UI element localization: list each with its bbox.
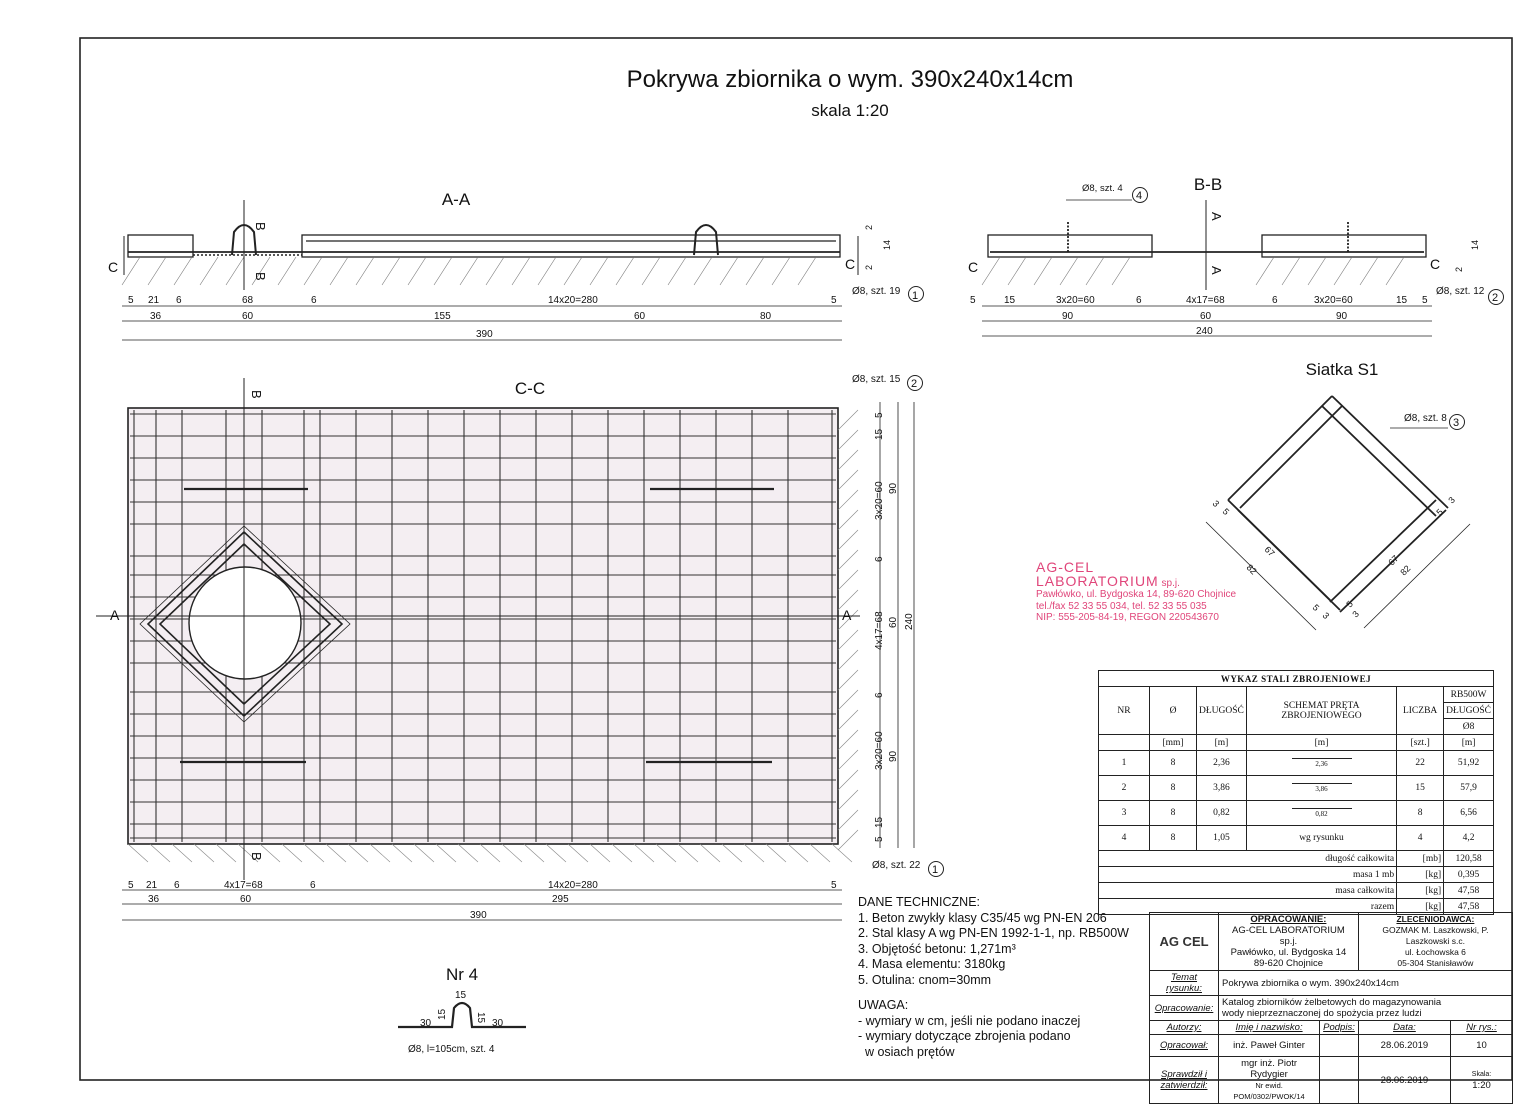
- svg-text:A: A: [110, 607, 120, 623]
- svg-text:3: 3: [1320, 610, 1332, 621]
- svg-text:4x17=68: 4x17=68: [1186, 295, 1225, 306]
- svg-text:B-B: B-B: [1193, 175, 1223, 194]
- svg-text:1: 1: [932, 864, 939, 876]
- svg-text:3x20=60: 3x20=60: [1056, 295, 1095, 306]
- svg-text:15: 15: [874, 428, 885, 440]
- svg-text:14x20=280: 14x20=280: [548, 295, 598, 306]
- section-bb: [968, 175, 1504, 337]
- svg-text:5: 5: [831, 880, 837, 891]
- svg-text:6: 6: [176, 295, 182, 306]
- svg-text:3: 3: [1210, 498, 1222, 509]
- svg-text:6: 6: [1272, 295, 1278, 306]
- svg-text:14: 14: [1470, 239, 1480, 250]
- svg-text:68: 68: [242, 295, 254, 306]
- svg-text:B: B: [253, 222, 268, 231]
- svg-text:60: 60: [634, 311, 646, 322]
- svg-text:C: C: [108, 259, 119, 275]
- svg-text:Nr 4: Nr 4: [445, 965, 479, 984]
- svg-text:390: 390: [470, 910, 487, 921]
- svg-text:6: 6: [174, 880, 180, 891]
- svg-text:6: 6: [310, 880, 316, 891]
- svg-text:90: 90: [888, 750, 899, 762]
- svg-text:15: 15: [1004, 295, 1016, 306]
- svg-text:3x20=60: 3x20=60: [874, 731, 885, 770]
- svg-text:5: 5: [970, 295, 976, 306]
- svg-text:5: 5: [128, 295, 134, 306]
- svg-text:5: 5: [1422, 295, 1428, 306]
- svg-text:Siatka S1: Siatka S1: [1305, 360, 1379, 379]
- svg-text:5: 5: [831, 295, 837, 306]
- svg-text:C: C: [1430, 256, 1441, 272]
- svg-text:3: 3: [1453, 417, 1460, 429]
- svg-text:240: 240: [1196, 326, 1213, 337]
- lab-stamp: AG-CEL LABORATORIUM sp.j. Pawłówko, ul. Bydgoska 14, 89-620 Chojnice tel./fax 52 33 55 034, tel. 52 33 55 035 NIP: 555-205-84-19, REGON 220543670: [1036, 559, 1237, 623]
- agcel-logo: AG CEL: [1150, 913, 1219, 971]
- svg-text:3x20=60: 3x20=60: [1314, 295, 1353, 306]
- svg-text:15: 15: [437, 1008, 448, 1020]
- section-aa: [108, 190, 924, 340]
- svg-text:4: 4: [1136, 190, 1143, 202]
- svg-text:60: 60: [240, 894, 252, 905]
- svg-text:67: 67: [1386, 553, 1401, 568]
- svg-text:60: 60: [888, 616, 899, 628]
- svg-text:5: 5: [874, 412, 885, 418]
- svg-text:15: 15: [874, 816, 885, 828]
- svg-text:6: 6: [311, 295, 317, 306]
- svg-text:155: 155: [434, 311, 451, 322]
- svg-text:6: 6: [874, 556, 885, 562]
- mesh-s1: [1206, 360, 1470, 630]
- svg-text:C: C: [968, 259, 979, 275]
- svg-text:Ø8, szt. 8: Ø8, szt. 8: [1404, 413, 1447, 424]
- svg-text:3: 3: [1446, 494, 1457, 506]
- svg-text:A: A: [1209, 266, 1224, 275]
- svg-text:30: 30: [492, 1018, 504, 1029]
- svg-text:390: 390: [476, 329, 493, 340]
- svg-text:3x20=60: 3x20=60: [874, 481, 885, 520]
- svg-text:3: 3: [1350, 608, 1361, 620]
- svg-text:5: 5: [1434, 506, 1445, 518]
- svg-text:A: A: [842, 607, 852, 623]
- svg-text:C: C: [845, 256, 856, 272]
- svg-text:Ø8, szt. 4: Ø8, szt. 4: [1082, 183, 1123, 194]
- svg-text:1: 1: [912, 290, 919, 302]
- svg-text:14: 14: [882, 239, 892, 250]
- svg-text:5: 5: [128, 880, 134, 891]
- svg-text:5: 5: [874, 836, 885, 842]
- svg-text:36: 36: [150, 311, 162, 322]
- svg-text:80: 80: [760, 311, 772, 322]
- svg-text:A: A: [1209, 212, 1224, 221]
- svg-text:67: 67: [1262, 544, 1277, 559]
- section-cc: [96, 374, 944, 921]
- svg-text:Ø8, szt. 19: Ø8, szt. 19: [852, 286, 901, 297]
- svg-text:5: 5: [1344, 598, 1355, 610]
- svg-text:C-C: C-C: [514, 379, 546, 398]
- svg-text:295: 295: [552, 894, 569, 905]
- svg-text:B: B: [253, 272, 268, 281]
- drawing-scale: skala 1:20: [811, 101, 889, 120]
- svg-text:5: 5: [1310, 602, 1322, 613]
- drawing-title: Pokrywa zbiornika o wym. 390x240x14cm: [626, 66, 1074, 93]
- svg-text:82: 82: [1244, 562, 1259, 577]
- svg-text:15: 15: [455, 990, 467, 1001]
- svg-text:2: 2: [1492, 292, 1499, 304]
- svg-text:2: 2: [1454, 266, 1464, 272]
- title-block: AG CEL OPRACOWANIE: AG-CEL LABORATORIUM sp.j. Pawłówko, ul. Bydgoska 14 89-620 Chojnice ZLECENIODAWCA: GOZMAK M. Laszkowski, P. Laszkowski s.c. ul. Łochowska 6 05-304 Stanisławów Temat rysunku: Pokrywa zbiornika o wym. 390x240x14cm Opracowanie: Katalog zbiorników żelbetowych do magazynowania wody nieprzeznaczonej do spożycia przez ludzi Autorzy: Imię i nazwisko: Podpis: Data: Nr rys.: Opracował: inż. Paweł Ginter 28.06.2019 10 Sprawdził i zatwierdził: mgr inż. Piotr Rydygier Nr ewid. POM/0302/PWOK/14 28.06.2019 Skala: 1:20: [1149, 912, 1513, 1104]
- svg-text:60: 60: [242, 311, 254, 322]
- svg-text:90: 90: [888, 482, 899, 494]
- svg-text:B: B: [249, 852, 264, 861]
- svg-text:5: 5: [1220, 506, 1232, 517]
- svg-text:Ø8, l=105cm, szt. 4: Ø8, l=105cm, szt. 4: [408, 1044, 495, 1055]
- svg-text:Ø8, szt. 12: Ø8, szt. 12: [1436, 286, 1485, 297]
- svg-text:14x20=280: 14x20=280: [548, 880, 598, 891]
- svg-text:4x17=68: 4x17=68: [874, 611, 885, 650]
- svg-text:Ø8, szt. 15: Ø8, szt. 15: [852, 374, 901, 385]
- svg-text:21: 21: [146, 880, 158, 891]
- bar-nr4: [398, 965, 526, 1055]
- svg-text:60: 60: [1200, 311, 1212, 322]
- svg-text:2: 2: [864, 224, 874, 230]
- section-aa-label: A-A: [441, 190, 471, 209]
- svg-text:6: 6: [1136, 295, 1142, 306]
- svg-text:15: 15: [1396, 295, 1408, 306]
- svg-text:82: 82: [1398, 563, 1413, 578]
- svg-text:Ø8, szt. 22: Ø8, szt. 22: [872, 860, 921, 871]
- svg-text:240: 240: [904, 613, 915, 630]
- steel-schedule-table: WYKAZ STALI ZBROJENIOWEJ NR Ø DŁUGOŚĆ SCHEMAT PRĘTA ZBROJENIOWEGO LICZBA RB500W DŁUGOŚĆ Ø8 [mm] [m] [m] [szt.] [m] 1 8 2,36 2,36 22 51,92 2 8 3,86 3,86 15 57,9 3 8 0,82 0,82 8 6,56 4 8 1,05 wg rysunku 4 4,2 długość całkowita [mb] 120,58 masa 1 mb [kg] 0,395 masa całkowita [kg] 47,58 razem [kg] 47,58: [1098, 670, 1494, 915]
- svg-text:30: 30: [420, 1018, 432, 1029]
- svg-text:21: 21: [148, 295, 160, 306]
- svg-text:90: 90: [1062, 311, 1074, 322]
- svg-text:90: 90: [1336, 311, 1348, 322]
- svg-text:36: 36: [148, 894, 160, 905]
- technical-data: DANE TECHNICZNE: 1. Beton zwykły klasy C35/45 wg PN-EN 206 2. Stal klasy A wg PN-EN 1992-1-1, np. RB500W 3. Objętość betonu: 1,271m³ 4. Masa elementu: 3180kg 5. Otulina: cnom=30mm UWAGA: - wymiary w cm, jeśli nie podano inaczej - wymiary dotyczące zbrojenia podano w osiach prętów: [858, 895, 1129, 1059]
- svg-text:B: B: [249, 390, 264, 399]
- svg-text:2: 2: [911, 378, 918, 390]
- svg-text:6: 6: [874, 692, 885, 698]
- svg-text:15: 15: [475, 1012, 486, 1024]
- svg-text:4x17=68: 4x17=68: [224, 880, 263, 891]
- svg-text:2: 2: [864, 264, 874, 270]
